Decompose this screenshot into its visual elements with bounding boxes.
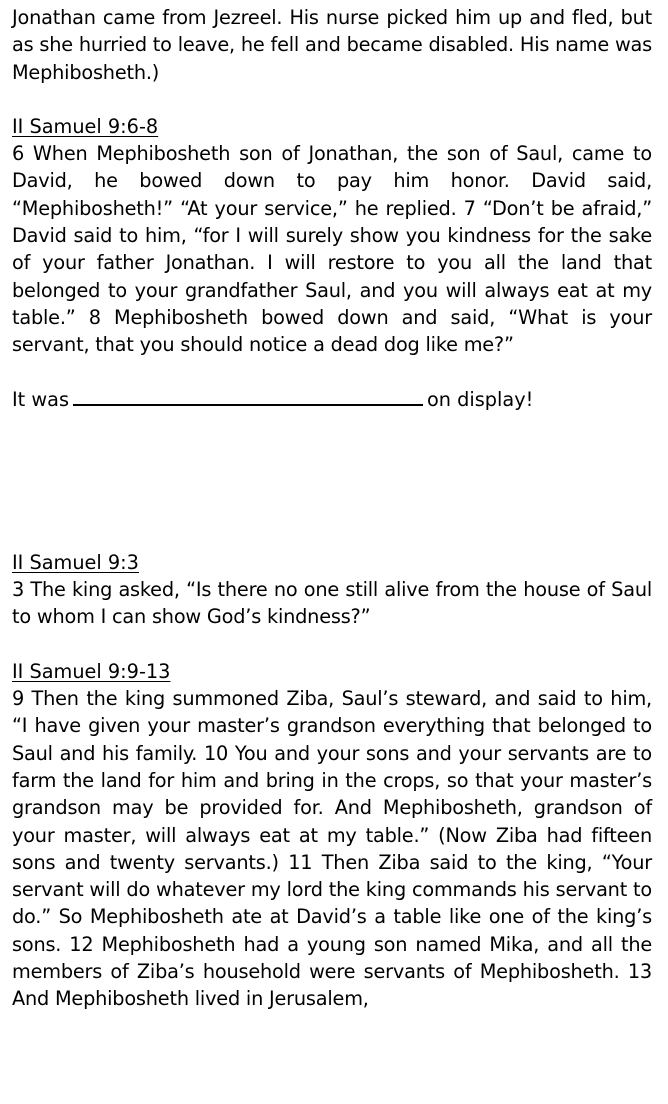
- scripture-reference: II Samuel 9:3: [12, 550, 139, 574]
- scripture-reference: II Samuel 9:9-13: [12, 659, 171, 683]
- intro-paragraph: Jonathan came from Jezreel. His nurse picked him up and fled, but as she hurried to leave, he fell and became disabled. His name was Mephibosheth.): [12, 6, 652, 84]
- spacer: [12, 86, 652, 113]
- spacer: [12, 631, 652, 658]
- scripture-passage: 6 When Mephibosheth son of Jonathan, the son of Saul, came to David, he bowed down to pay him honor. David said, “Mephibosheth!” “At your service,” he replied. 7 “Don’t be afraid,” David said to him, “for I will surely show you kindness for the sake of your father Jonathan. I will restore to you all the land that belonged to your grandfather Saul, and you will always eat at my table.” 8 Mephibosheth bowed down and said, “What is your servant, that you should notice a dead dog like me?”: [12, 142, 652, 357]
- spacer: [12, 359, 652, 386]
- answer-blank[interactable]: [73, 386, 423, 406]
- scripture-passage: 9 Then the king summoned Ziba, Saul’s steward, and said to him, “I have given your master’s grandson everything that belonged to Saul and his family. 10 You and your sons and your servants are to farm the land for him and bring in the crops, so that your master’s grandson may be provided for. And Mephibosheth, grandson of your master, will always eat at my table.” (Now Ziba had fifteen sons and twenty servants.) 11 Then Ziba said to the king, “Your servant will do whatever my lord the king commands his servant to do.” So Mephibosheth ate at David’s a table like one of the king’s sons. 12 Mephibosheth had a young son named Mika, and all the members of Ziba’s household were servants of Mephibosheth. 13 And Mephibosheth lived in Jerusalem,: [12, 687, 652, 1011]
- fill-in-blank-line: [12, 386, 652, 413]
- spacer: [12, 413, 652, 549]
- document-page: [12, 4, 652, 1013]
- fill-in-prefix: It was: [12, 387, 70, 411]
- scripture-reference: II Samuel 9:6-8: [12, 114, 159, 138]
- fill-in-suffix: on display!: [427, 387, 534, 411]
- scripture-passage: 3 The king asked, “Is there no one still alive from the house of Saul to whom I can show God’s kindness?”: [12, 578, 652, 629]
